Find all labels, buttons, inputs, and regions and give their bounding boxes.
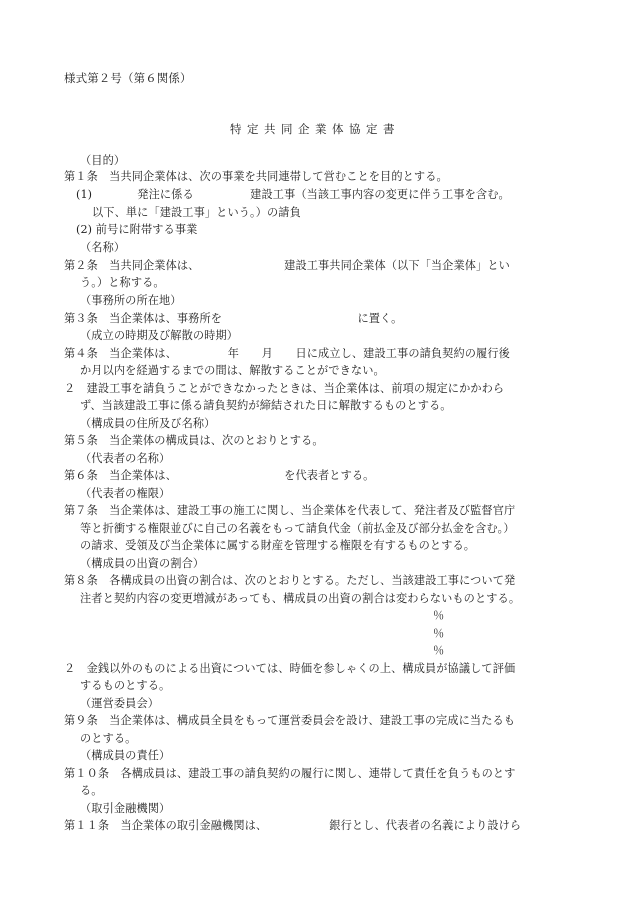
percent-mark-1: ％ (433, 609, 445, 622)
heading-representative-authority: （代表者の権限） (80, 487, 171, 500)
document-title: 特定共同企業体協定書 (230, 122, 400, 136)
article-3: 第３条 当企業体は、事務所を に置く。 (64, 312, 403, 325)
heading-bank: （取引金融機関） (80, 802, 171, 815)
article-4-para-2-cont: ず、当該建設工事に係る請負契約が締結された日に解散するものとする。 (80, 399, 452, 412)
article-9: 第９条 当企業体は、構成員全員をもって運営委員会を設け、建設工事の完成に当たるも (64, 714, 516, 727)
article-8-cont: 注者と契約内容の変更増減があっても、構成員の出資の割合は変わらないものとする。 (80, 592, 521, 605)
percent-mark-2: ％ (433, 627, 445, 640)
article-7-cont-1: 等と折衝する権限並びに自己の名義をもって請負代金（前払金及び部分払金を含む。） (80, 522, 515, 535)
article-8: 第８条 各構成員の出資の割合は、次のとおりとする。ただし、当該建設工事について発 (64, 574, 516, 587)
heading-committee: （運営委員会） (80, 697, 160, 710)
article-8-para-2-cont: するものとする。 (80, 679, 171, 692)
article-10: 第１０条 各構成員は、建設工事の請負契約の履行に関し、連帯して責任を負うものとす (64, 767, 516, 780)
article-4-cont: か月以内を経過するまでの間は、解散することができない。 (80, 364, 385, 377)
heading-members: （構成員の住所及び名称） (80, 417, 216, 430)
article-1-item-2: (2) 前号に附帯する事業 (76, 223, 198, 236)
form-number: 様式第２号（第６関係） (64, 71, 192, 85)
article-2-cont: う。）と称する。 (80, 276, 165, 289)
article-8-para-2: ２ 金銭以外のものによる出資については、時価を参しゃくの上、構成員が協議して評価 (64, 662, 516, 675)
heading-name: （名称） (80, 241, 126, 254)
article-1: 第１条 当共同企業体は、次の事業を共同連帯して営むことを目的とする。 (64, 170, 448, 183)
article-11: 第１１条 当企業体の取引金融機関は、 銀行とし、代表者の名義により設けら (64, 819, 522, 832)
article-5: 第５条 当企業体の構成員は、次のとおりとする。 (64, 434, 324, 447)
article-1-item-1-cont: 以下、単に「建設工事」という。）の請負 (92, 206, 301, 219)
article-2: 第２条 当共同企業体は、 建設工事共同企業体（以下「当企業体」とい (64, 259, 510, 272)
article-1-item-1: (1) 発注に係る 建設工事（当該工事内容の変更に伴う工事を含む。 (76, 188, 510, 201)
article-7-cont-2: の請求、受領及び当企業体に属する財産を管理する権限を有するものとする。 (80, 539, 476, 552)
article-9-cont: のとする。 (80, 732, 137, 745)
heading-liability: （構成員の責任） (80, 749, 171, 762)
article-4: 第４条 当企業体は、 年 月 日に成立し、建設工事の請負契約の履行後 (64, 347, 510, 360)
heading-investment: （構成員の出資の割合） (80, 557, 205, 570)
heading-office: （事務所の所在地） (80, 294, 182, 307)
article-7: 第７条 当企業体は、建設工事の施工に関し、当企業体を代表して、発注者及び監督官庁 (64, 504, 516, 517)
article-6: 第６条 当企業体は、 を代表者とする。 (64, 469, 375, 482)
article-4-para-2: ２ 建設工事を請負うことができなかったときは、当企業体は、前項の規定にかかわら (64, 382, 505, 395)
article-10-cont: る。 (80, 784, 103, 797)
percent-mark-3: ％ (433, 644, 445, 657)
heading-formation: （成立の時期及び解散の時期） (80, 329, 239, 342)
heading-representative-name: （代表者の名称） (80, 452, 171, 465)
heading-purpose: （目的） (80, 154, 126, 167)
